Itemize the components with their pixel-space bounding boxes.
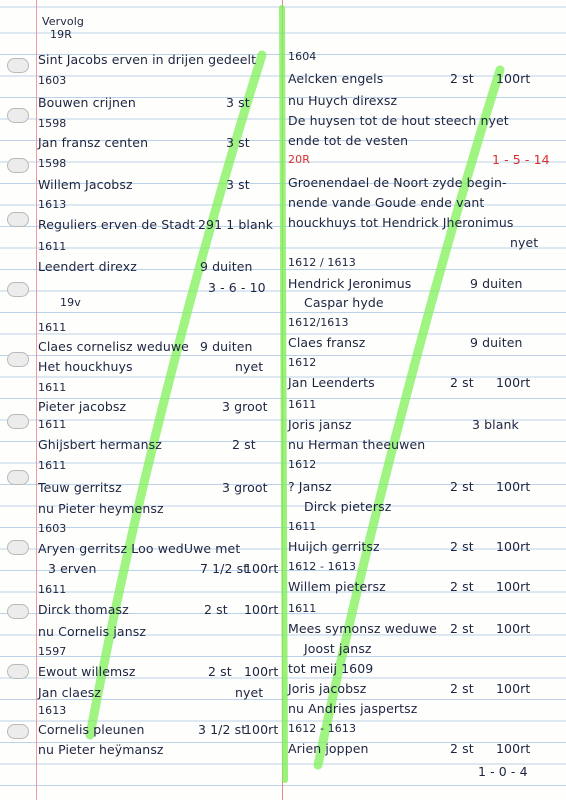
right-year: 1604 [288, 50, 317, 63]
left-year: 1611 [38, 240, 67, 253]
right-extra: 100rt [496, 539, 531, 554]
ring-icon [7, 58, 29, 73]
right-entry: Caspar hyde [304, 295, 384, 310]
right-extra: 100rt [496, 375, 531, 390]
left-entry: Reguliers erven de Stadt [38, 217, 196, 232]
left-amount: 2 st [204, 602, 228, 617]
right-entry: Jan Leenderts [288, 375, 375, 390]
left-year: 1611 [38, 321, 67, 334]
right-amount: 2 st [450, 71, 474, 86]
left-entry: Teuw gerritsz [38, 480, 122, 495]
left-extra: 100rt [244, 602, 279, 617]
left-year: 1611 [38, 583, 67, 596]
right-entry: De huysen tot de hout steech nyet [288, 113, 509, 128]
left-entry: Bouwen crijnen [38, 95, 136, 110]
vervolg-label: Vervolg [42, 15, 84, 28]
right-extra: 100rt [496, 621, 531, 636]
right-entry: Claes fransz [288, 335, 366, 350]
binder-rings [0, 0, 34, 800]
right-year: 1612 - 1613 [288, 722, 357, 735]
right-amount: 2 st [450, 621, 474, 636]
right-entry: Dirck pietersz [304, 499, 392, 514]
left-amount: 3 st [226, 135, 250, 150]
right-entry: Joris jansz [288, 417, 352, 432]
right-entry: nu Huych direxsz [288, 93, 398, 108]
left-amount: 3 1/2 st [198, 722, 247, 737]
left-entry: Ghijsbert hermansz [38, 437, 162, 452]
right-amount: 2 st [450, 681, 474, 696]
right-extra: 100rt [496, 681, 531, 696]
left-entry: Dirck thomasz [38, 602, 129, 617]
left-entry: 3 erven [48, 561, 97, 576]
right-year: 1612 / 1613 [288, 256, 356, 269]
right-extra: 100rt [496, 479, 531, 494]
ring-icon [7, 108, 29, 123]
left-amount: 3 st [226, 95, 250, 110]
right-entry: nu Herman theeuwen [288, 437, 426, 452]
ring-icon [7, 414, 29, 429]
right-amount: 3 blank [472, 417, 519, 432]
left-amount: 9 duiten [200, 259, 253, 274]
ring-icon [7, 282, 29, 297]
right-entry: Aelcken engels [288, 71, 384, 86]
left-year: 1611 [38, 418, 67, 431]
left-entry: Jan claesz [38, 685, 102, 700]
right-entry: nende vande Goude ende vant [288, 195, 485, 210]
right-year: 1612 [288, 356, 317, 369]
left-year: 1611 [38, 459, 67, 472]
left-entry: Pieter jacobsz [38, 399, 127, 414]
ring-icon [7, 604, 29, 619]
left-extra: 100rt [244, 561, 279, 576]
left-entry: Claes cornelisz weduwe [38, 339, 189, 354]
right-entry: Mees symonsz weduwe [288, 621, 437, 636]
right-year: 1611 [288, 520, 317, 533]
left-entry: nu Pieter heÿmansz [38, 742, 164, 757]
ring-icon [7, 158, 29, 173]
left-entry: Het houckhuys [38, 359, 133, 374]
left-year: 1598 [38, 157, 67, 170]
ring-icon [7, 664, 29, 679]
left-amount: 9 duiten [200, 339, 253, 354]
right-year: 1612 [288, 458, 317, 471]
left-entry: Willem Jacobsz [38, 177, 133, 192]
ring-icon [7, 540, 29, 555]
right-entry: Huijch gerritsz [288, 539, 380, 554]
right-entry: nu Andries jaspertsz [288, 701, 418, 716]
left-amount: 3 st [226, 177, 250, 192]
margin-line [36, 0, 37, 800]
left-entry: nu Cornelis jansz [38, 624, 146, 639]
right-entry: Joost jansz [304, 641, 372, 656]
left-year: 1597 [38, 645, 67, 658]
right-entry: Groenendael de Noort zyde begin- [288, 175, 507, 190]
right-entry: Joris jacobsz [288, 681, 367, 696]
column-divider [282, 0, 283, 800]
right-amount: 2 st [450, 741, 474, 756]
right-entry: Hendrick Jeronimus [288, 276, 412, 291]
left-year: 19v [60, 296, 81, 309]
right-year: 1611 [288, 602, 317, 615]
left-amount: 291 1 blank [198, 217, 274, 232]
right-amount: 2 st [450, 579, 474, 594]
right-extra: 100rt [496, 741, 531, 756]
right-entry: ? Jansz [288, 479, 332, 494]
left-amount: nyet [235, 359, 264, 374]
left-year: 1613 [38, 704, 67, 717]
right-amount: 2 st [450, 479, 474, 494]
right-extra: 100rt [496, 579, 531, 594]
right-amount: 9 duiten [470, 276, 523, 291]
left-entry: Ewout willemsz [38, 664, 136, 679]
left-amount: 3 groot [222, 399, 268, 414]
right-entry: houckhuys tot Hendrick Jheronimus [288, 215, 514, 230]
right-entry: tot meij 1609 [288, 661, 374, 676]
ring-icon [7, 352, 29, 367]
left-extra: 100rt [244, 722, 279, 737]
left-year: 1613 [38, 198, 67, 211]
left-entry: nu Pieter heymensz [38, 501, 164, 516]
ring-icon [7, 470, 29, 485]
right-amount: 9 duiten [470, 335, 523, 350]
right-year: 1612 - 1613 [288, 560, 357, 573]
right-year: 1611 [288, 398, 317, 411]
left-amount: 3 groot [222, 480, 268, 495]
total-note-red: 1 - 5 - 14 [492, 152, 550, 167]
left-entry: Cornelis pleunen [38, 722, 145, 737]
left-entry: Aryen gerritsz Loo wedUwe met [38, 541, 241, 556]
left-year: 1598 [38, 117, 67, 130]
right-entry: ende tot de vesten [288, 133, 409, 148]
right-year: 20R [288, 153, 310, 166]
left-amount: 2 st [208, 664, 232, 679]
left-extra: 100rt [244, 664, 279, 679]
right-amount: 2 st [450, 539, 474, 554]
right-year: 1612/1613 [288, 316, 349, 329]
right-amount: nyet [510, 235, 539, 250]
right-extra: 100rt [496, 71, 531, 86]
left-amount: 2 st [232, 437, 256, 452]
left-amount: 7 1/2 st [200, 561, 249, 576]
left-entry: Sint Jacobs erven in drijen gedeelt [38, 52, 257, 67]
page-number: 19R [50, 28, 72, 41]
ring-icon [7, 212, 29, 227]
right-entry: Arien joppen [288, 741, 369, 756]
ring-icon [7, 724, 29, 739]
left-amount: nyet [235, 685, 264, 700]
left-entry: Jan fransz centen [38, 135, 149, 150]
left-amount: 3 - 6 - 10 [208, 280, 266, 295]
left-entry: Leendert direxz [38, 259, 137, 274]
left-year: 1603 [38, 522, 67, 535]
left-year: 1603 [38, 74, 67, 87]
right-entry: Willem pietersz [288, 579, 386, 594]
page-total: 1 - 0 - 4 [478, 764, 528, 779]
right-amount: 2 st [450, 375, 474, 390]
left-year: 1611 [38, 381, 67, 394]
